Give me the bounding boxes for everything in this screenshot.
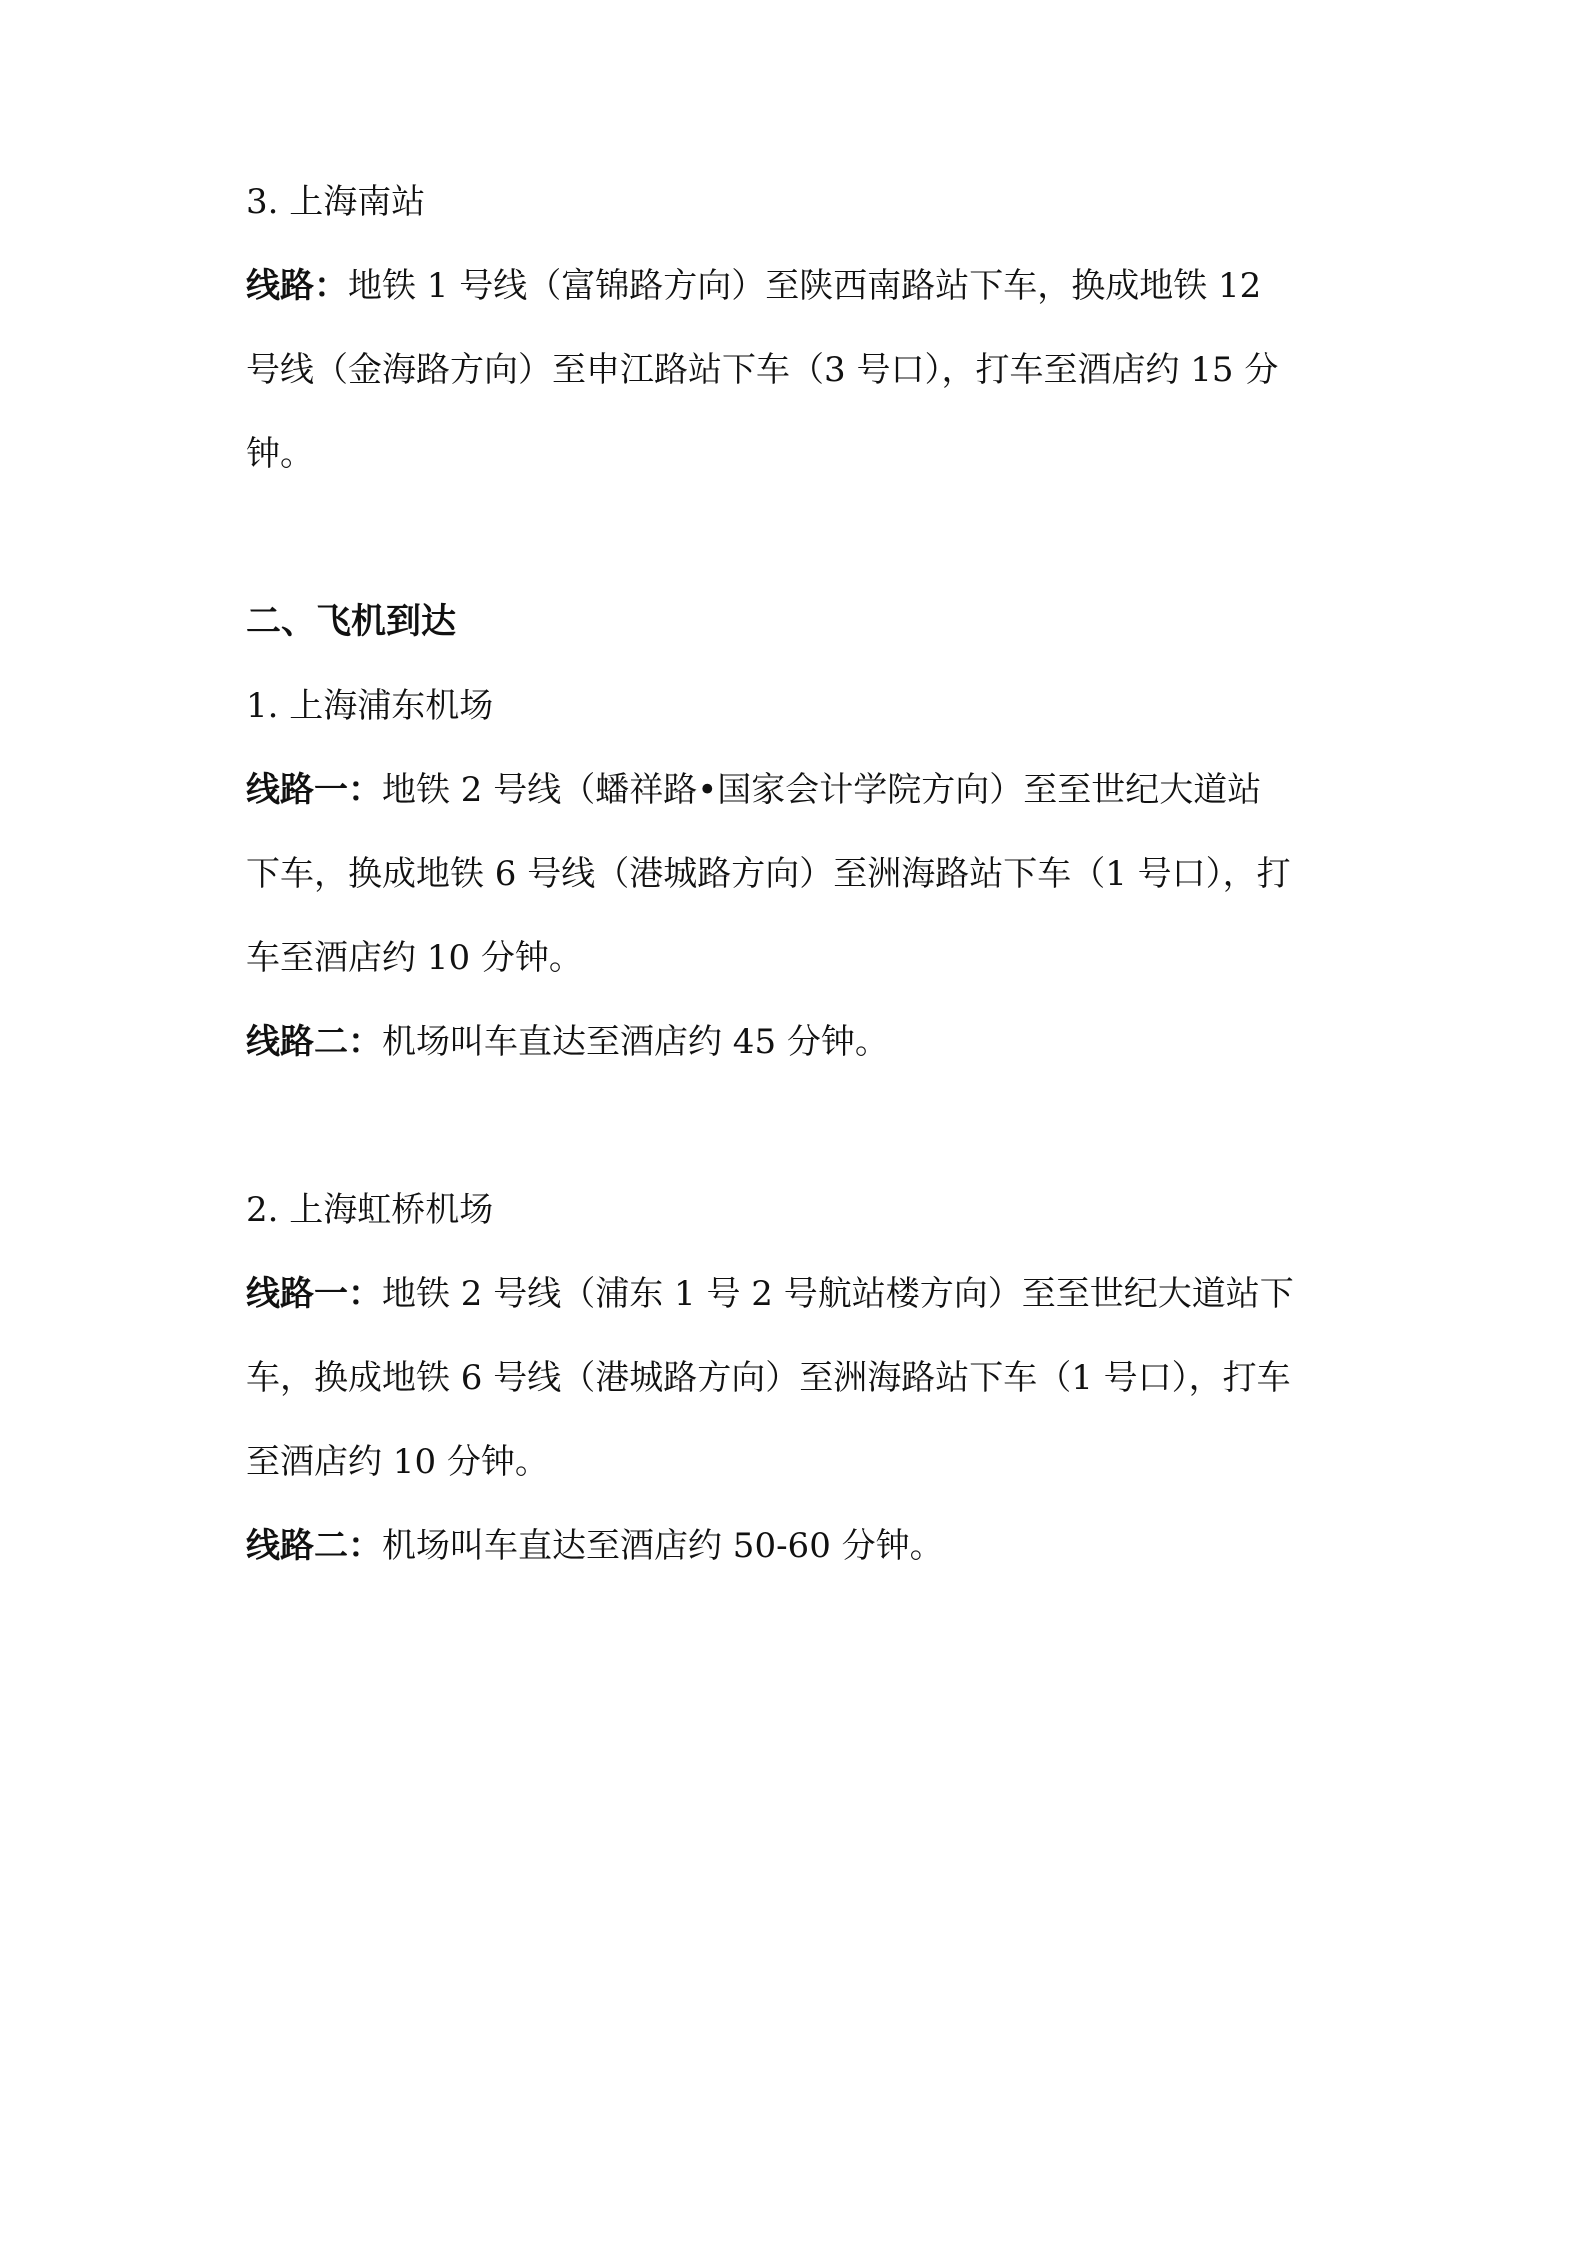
pudong-route1-line-1	[246, 748, 1376, 832]
route-label: 线路：	[246, 266, 348, 306]
route-label: 线路二：	[246, 1526, 382, 1566]
route-text: 地铁 2 号线（蟠祥路•国家会计学院方向）至至世纪大道站	[382, 770, 1262, 810]
pudong-title: 1. 上海浦东机场	[246, 686, 494, 726]
pudong-route2	[246, 1000, 1376, 1084]
route-text: 机场叫车直达至酒店约 50-60 分钟。	[382, 1526, 944, 1566]
section-heading-air: 二、飞机到达	[246, 602, 457, 642]
hongqiao-route1-line-1	[246, 1252, 1376, 1336]
route-label: 线路一：	[246, 1274, 382, 1314]
pudong-route1-line-2: 下车，换成地铁 6 号线（港城路方向）至洲海路站下车（1 号口），打	[246, 854, 1291, 894]
section-gap	[246, 1084, 1376, 1168]
south-station-route-line-2: 号线（金海路方向）至申江路站下车（3 号口），打车至酒店约 15 分	[246, 350, 1279, 390]
route-label: 线路二：	[246, 1022, 382, 1062]
route-text: 地铁 2 号线（浦东 1 号 2 号航站楼方向）至至世纪大道站下	[382, 1274, 1294, 1314]
hongqiao-route1-line-3: 至酒店约 10 分钟。	[246, 1442, 549, 1482]
route-label: 线路一：	[246, 770, 382, 810]
south-station-route-line-1	[246, 244, 1376, 328]
south-station-route-line-3: 钟。	[246, 434, 314, 474]
hongqiao-title: 2. 上海虹桥机场	[246, 1190, 494, 1230]
section-gap	[246, 496, 1376, 580]
pudong-route1-line-3: 车至酒店约 10 分钟。	[246, 938, 583, 978]
route-text: 机场叫车直达至酒店约 45 分钟。	[382, 1022, 889, 1062]
south-station-title: 3. 上海南站	[246, 182, 426, 222]
document-page	[246, 160, 1376, 1588]
hongqiao-route2	[246, 1504, 1376, 1588]
route-text: 地铁 1 号线（富锦路方向）至陕西南路站下车，换成地铁 12	[348, 266, 1262, 306]
hongqiao-route1-line-2: 车，换成地铁 6 号线（港城路方向）至洲海路站下车（1 号口），打车	[246, 1358, 1291, 1398]
